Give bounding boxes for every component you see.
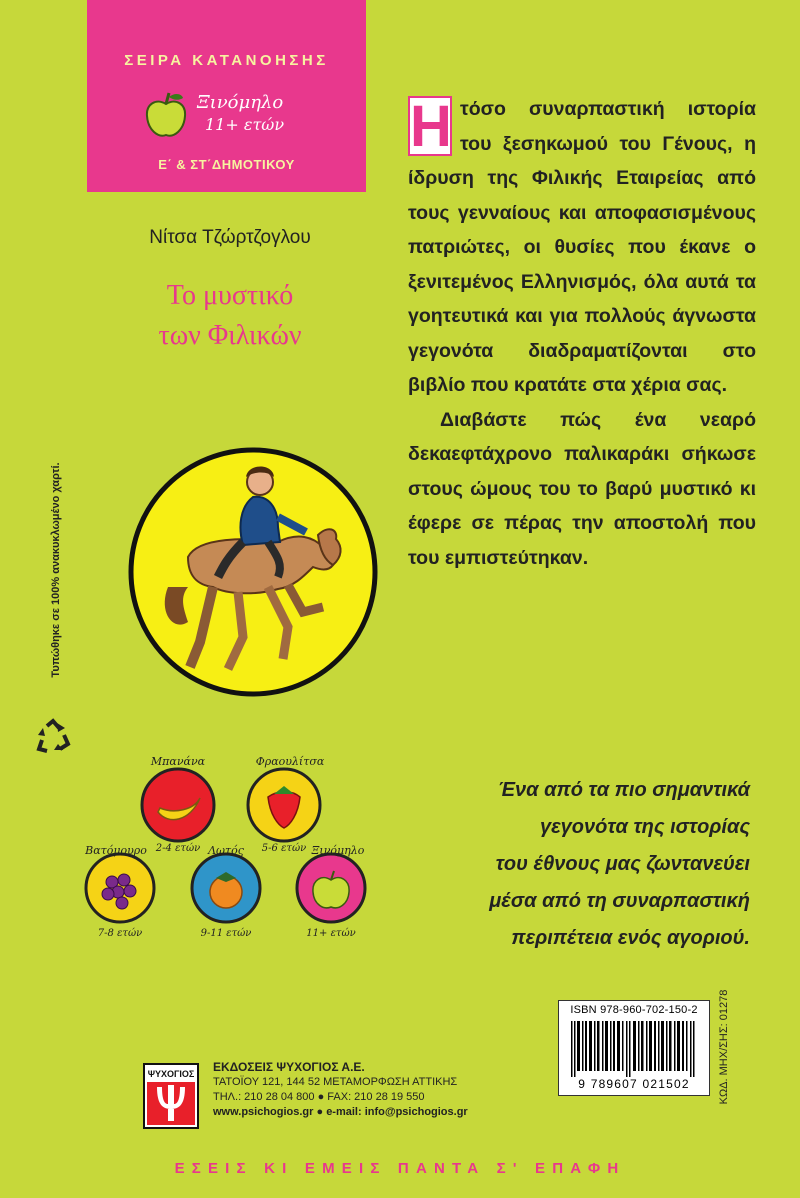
- book-title-line2: των Φιλικών: [158, 320, 302, 351]
- fruit-level-strawberry: [248, 755, 325, 854]
- teaser-line: περιπέτεια ενός αγοριού.: [511, 927, 750, 949]
- teaser: [390, 772, 750, 957]
- grade-label: Ε΄ & ΣΤ΄ΔΗΜΟΤΙΚΟΥ: [158, 157, 295, 172]
- dropcap-letter: Η: [410, 94, 452, 159]
- recycle-note-text: Τυπώθηκε σε 100% ανακυκλωμένο χαρτί.: [50, 462, 62, 678]
- series-level-age: 11+ ετών: [205, 115, 285, 134]
- fruit-age-blackberry: 7-8 ετών: [97, 928, 143, 939]
- teaser-line: Ένα από τα πιο σημαντικά: [497, 779, 750, 801]
- barcode-digits: 9 789607 021502: [578, 1077, 690, 1091]
- author-name: Νίτσα Τζώρτζογλου: [149, 227, 311, 248]
- fruit-age-apple: 11+ ετών: [306, 928, 356, 939]
- fruit-name-persimmon: Λωτός: [208, 844, 244, 857]
- fruit-name-strawberry: Φραουλίτσα: [255, 755, 325, 768]
- barcode-icon: [565, 1021, 703, 1077]
- fruit-level-banana: [142, 755, 214, 854]
- publisher-web: www.psichogios.gr ● e-mail: info@psichogios.gr: [213, 1106, 468, 1118]
- book-title: [120, 276, 340, 356]
- product-code-text: ΚΩΔ. ΜΗΧ/ΣΗΣ: 01278: [718, 989, 730, 1105]
- green-apple-icon: [142, 90, 190, 140]
- publisher-address: ΤΑΤΟΪΟΥ 121, 144 52 ΜΕΤΑΜΟΡΦΩΣΗ ΑΤΤΙΚΗΣ: [213, 1076, 458, 1088]
- fruit-level-blackberry: [84, 844, 154, 939]
- slogan: ΕΣΕΙΣ ΚΙ ΕΜΕΙΣ ΠΑΝΤΑ Σ' ΕΠΑΦΗ: [174, 1160, 626, 1177]
- publisher-logo: [143, 1063, 199, 1129]
- recycle-note: [46, 440, 66, 700]
- fruit-name-banana: Μπανάνα: [150, 755, 206, 768]
- fruit-age-banana: 2-4 ετών: [155, 843, 201, 854]
- fruit-level-apple: [297, 844, 365, 939]
- barcode-panel: [558, 1000, 710, 1096]
- series-title: ΣΕΙΡΑ ΚΑΤΑΝΟΗΣΗΣ: [124, 52, 329, 69]
- product-code: [716, 989, 732, 1105]
- series-level-name: Ξινόμηλο: [197, 92, 284, 113]
- book-title-line1: Το μυστικό: [166, 280, 294, 311]
- dropcap-box: [408, 94, 452, 159]
- isbn-label: ISBN 978-960-702-150-2: [570, 1004, 698, 1016]
- teaser-line: γεγονότα της ιστορίας: [539, 816, 750, 838]
- fruit-name-apple: Ξινόμηλο: [311, 844, 365, 857]
- fruit-age-strawberry: 5-6 ετών: [261, 843, 307, 854]
- publisher-logo-text: ΨΥΧΟΓΙΟΣ: [147, 1069, 195, 1079]
- fruit-age-persimmon: 9-11 ετών: [200, 928, 252, 939]
- fruit-level-persimmon: [192, 844, 260, 939]
- fruit-levels: [78, 750, 378, 950]
- blurb: [408, 92, 756, 575]
- blurb-paragraph-2: Διαβάστε πώς ένα νεαρό δεκαεφτάχρονο παλικαράκι σήκωσε στους ώμους του το βαρύ μυστικό κι έφερε σε πέρας την αποστολή που του εμπιστεύτηκαν.: [408, 408, 756, 569]
- series-level: [197, 92, 284, 136]
- publisher-name: ΕΚΔΟΣΕΙΣ ΨΥΧΟΓΙΟΣ Α.Ε.: [213, 1060, 365, 1074]
- publisher-info: [213, 1060, 468, 1120]
- teaser-line: μέσα από τη συναρπαστική: [489, 890, 750, 912]
- publisher-phones: ΤΗΛ.: 210 28 04 800 ● FAX: 210 28 19 550: [213, 1091, 425, 1103]
- fruit-name-blackberry: Βατόμουρο: [85, 844, 147, 857]
- teaser-line: του έθνους μας ζωντανεύει: [495, 853, 750, 875]
- cover-illustration: [128, 437, 378, 697]
- recycle-icon: [34, 718, 72, 756]
- blurb-paragraph-1: τόσο συναρπαστική ιστορία του ξεσηκωμού του Γένους, η ίδρυση της Φιλικής Εταιρείας από τους γενναίους και αποφασισμένους πατριώτες, οι θυσίες που έκανε ο ξενιτεμένος Ελληνισμός, όλα αυτά τα γοητευτικά και για πολλούς άγνωστα γεγονότα διαδραματίζονται στο βιβλίο που κρατάτε στα χέρια σας.: [408, 98, 756, 396]
